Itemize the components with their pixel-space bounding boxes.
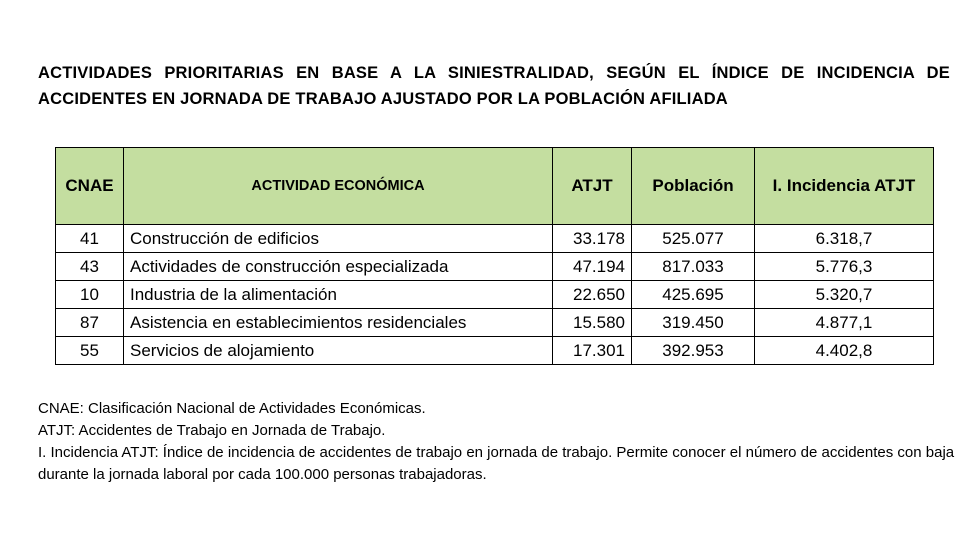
cell-actividad: Industria de la alimentación bbox=[124, 281, 553, 309]
cell-atjt: 47.194 bbox=[553, 253, 632, 281]
header-atjt: ATJT bbox=[553, 148, 632, 225]
priority-activities-table bbox=[55, 147, 934, 365]
table-row bbox=[56, 225, 934, 253]
footnotes bbox=[38, 398, 958, 486]
cell-incidencia: 5.320,7 bbox=[755, 281, 934, 309]
cell-cnae: 41 bbox=[56, 225, 124, 253]
cell-poblacion: 392.953 bbox=[632, 337, 755, 365]
cell-actividad: Actividades de construcción especializada bbox=[124, 253, 553, 281]
header-cnae: CNAE bbox=[56, 148, 124, 225]
cell-cnae: 55 bbox=[56, 337, 124, 365]
cell-atjt: 22.650 bbox=[553, 281, 632, 309]
table-row bbox=[56, 281, 934, 309]
cell-actividad: Construcción de edificios bbox=[124, 225, 553, 253]
note-atjt: ATJT: Accidentes de Trabajo en Jornada de Trabajo. bbox=[38, 422, 386, 439]
cell-cnae: 87 bbox=[56, 309, 124, 337]
cell-incidencia: 6.318,7 bbox=[755, 225, 934, 253]
cell-cnae: 10 bbox=[56, 281, 124, 309]
cell-poblacion: 319.450 bbox=[632, 309, 755, 337]
document-title: ACTIVIDADES PRIORITARIAS EN BASE A LA SINIESTRALIDAD, SEGÚN EL ÍNDICE DE INCIDENCIA DE ACCIDENTES EN JORNADA DE TRABAJO AJUSTADO POR LA POBLACIÓN AFILIADA bbox=[38, 64, 950, 108]
cell-atjt: 17.301 bbox=[553, 337, 632, 365]
cell-incidencia: 5.776,3 bbox=[755, 253, 934, 281]
cell-poblacion: 525.077 bbox=[632, 225, 755, 253]
header-actividad: ACTIVIDAD ECONÓMICA bbox=[124, 148, 553, 225]
cell-incidencia: 4.402,8 bbox=[755, 337, 934, 365]
header-incidencia: I. Incidencia ATJT bbox=[755, 148, 934, 225]
cell-incidencia: 4.877,1 bbox=[755, 309, 934, 337]
cell-cnae: 43 bbox=[56, 253, 124, 281]
note-cnae: CNAE: Clasificación Nacional de Actividades Económicas. bbox=[38, 400, 426, 417]
cell-poblacion: 817.033 bbox=[632, 253, 755, 281]
note-incidencia: I. Incidencia ATJT: Índice de incidencia de accidentes de trabajo en jornada de trabajo. Permite conocer el número de accidentes con baja durante la jornada laboral por cada 100.000 personas trabajadoras. bbox=[38, 444, 955, 483]
table-row bbox=[56, 309, 934, 337]
cell-atjt: 15.580 bbox=[553, 309, 632, 337]
cell-actividad: Servicios de alojamiento bbox=[124, 337, 553, 365]
header-poblacion: Población bbox=[632, 148, 755, 225]
table-row bbox=[56, 253, 934, 281]
cell-actividad: Asistencia en establecimientos residenciales bbox=[124, 309, 553, 337]
cell-poblacion: 425.695 bbox=[632, 281, 755, 309]
cell-atjt: 33.178 bbox=[553, 225, 632, 253]
table-header-row bbox=[56, 148, 934, 225]
table-row bbox=[56, 337, 934, 365]
